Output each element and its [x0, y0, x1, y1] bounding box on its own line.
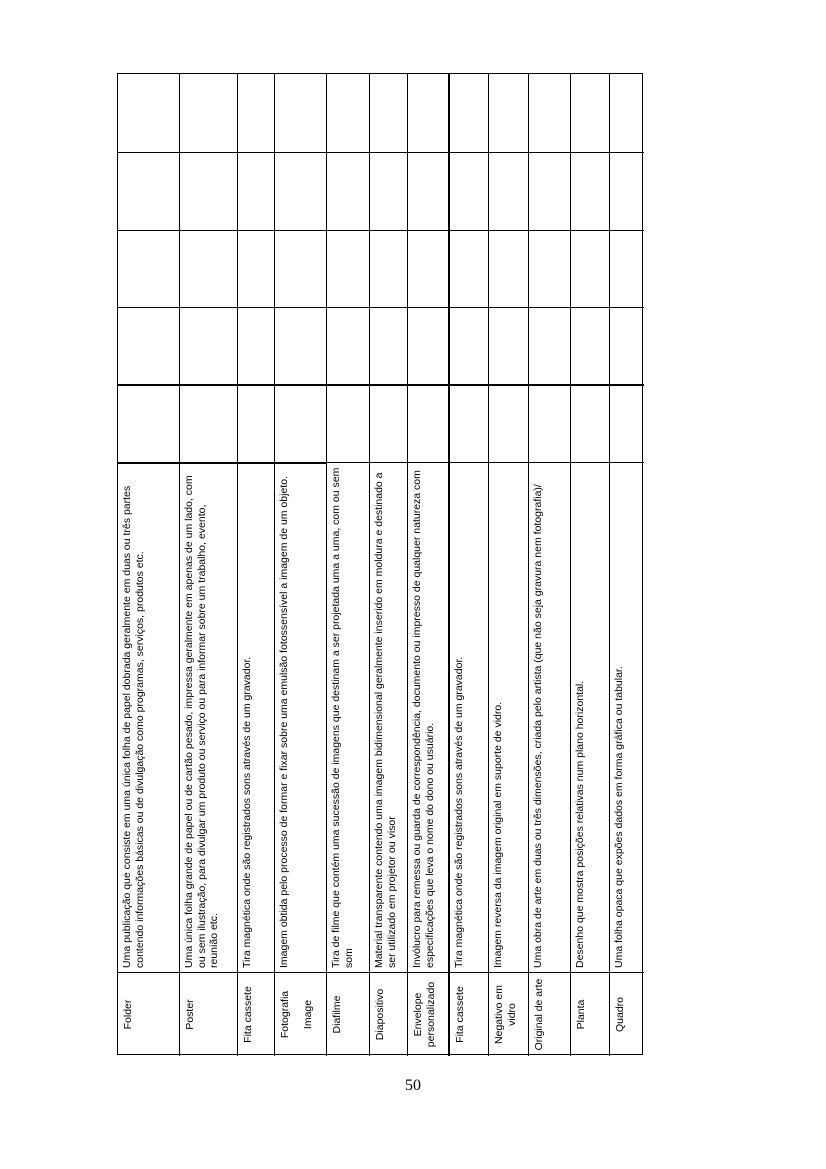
table-row — [238, 74, 275, 1056]
blank-cell — [180, 384, 237, 462]
blank-cell — [118, 230, 179, 307]
blank-cell — [450, 230, 488, 307]
table-row — [489, 74, 529, 1056]
blank-cell — [610, 74, 644, 152]
term-label: Fotografia — [279, 990, 291, 1039]
blank-cell — [118, 152, 179, 230]
rotated-table — [117, 73, 643, 1055]
term-label: Diafilme — [331, 995, 343, 1034]
blank-cell — [408, 307, 448, 384]
table-row — [180, 74, 238, 1056]
blank-cell — [529, 307, 570, 384]
description-cell: Uma publicação que consiste em uma única folha de papel dobrada geralmente em duas ou três partes contendo informações básicas ou de divulgação como programas, serviços, produtos etc. — [118, 462, 179, 972]
table-row — [118, 74, 180, 1056]
term-cell — [275, 972, 326, 1056]
table-row — [327, 74, 370, 1056]
term-sublabel: Image — [302, 999, 314, 1030]
blank-cell — [327, 307, 369, 384]
table-row — [610, 74, 644, 1056]
table-row — [275, 74, 327, 1056]
blank-cell — [610, 152, 644, 230]
blank-cell — [489, 152, 528, 230]
blank-cell — [408, 230, 448, 307]
term-label: Fita cassete — [454, 986, 466, 1043]
blank-cell — [529, 74, 570, 152]
description-cell: Invólucro para remessa ou guarda de correspondência, documento ou impresso de qualquer natureza com especificações que leva o nome do dono ou usuário. — [408, 462, 448, 972]
blank-cell — [180, 230, 237, 307]
blank-cell — [529, 384, 570, 462]
description-cell: Tira de filme que contém uma sucessão de imagens que destinam a ser projetada uma a uma, com ou sem som — [327, 462, 369, 972]
blank-cell — [275, 384, 326, 462]
blank-cell — [238, 230, 274, 307]
term-cell — [450, 972, 488, 1056]
blank-cell — [571, 230, 609, 307]
blank-cell — [489, 307, 528, 384]
blank-cell — [529, 152, 570, 230]
term-label: Negativo em vidro — [493, 985, 518, 1044]
description-cell: Material transparente contendo uma imagem bidimensional geralmente inserido em moldura e destinado a ser utilizado em projetor ou visor — [370, 462, 407, 972]
blank-cell — [275, 307, 326, 384]
blank-cell — [610, 384, 644, 462]
description-cell: Uma folha opaca que expões dados em forma gráfica ou tabular. — [610, 462, 644, 972]
term-label: Diapositivo — [374, 988, 386, 1041]
blank-cell — [489, 384, 528, 462]
table-row — [408, 74, 450, 1056]
term-cell — [327, 972, 369, 1056]
term-cell — [529, 972, 570, 1056]
term-cell — [180, 972, 237, 1056]
term-label: Quadro — [614, 996, 626, 1033]
blank-cell — [275, 74, 326, 152]
blank-cell — [118, 384, 179, 462]
term-label: Poster — [184, 999, 196, 1030]
blank-cell — [327, 230, 369, 307]
blank-cell — [408, 384, 448, 462]
term-cell — [118, 972, 179, 1056]
description-cell: Tira magnética onde são registrados sons através de um gravador. — [238, 462, 274, 972]
table-row — [450, 74, 489, 1056]
blank-cell — [450, 152, 488, 230]
description-cell: Imagem reversa da imagem original em suporte de vidro. — [489, 462, 528, 972]
term-label: Envelope personalizado — [412, 981, 437, 1048]
table-row — [529, 74, 571, 1056]
blank-cell — [238, 307, 274, 384]
blank-cell — [370, 307, 407, 384]
blank-cell — [571, 307, 609, 384]
blank-cell — [180, 307, 237, 384]
blank-cell — [529, 230, 570, 307]
blank-cell — [610, 230, 644, 307]
blank-cell — [450, 74, 488, 152]
term-label: Fita cassete — [242, 986, 254, 1043]
blank-cell — [238, 74, 274, 152]
description-cell: Tira magnética onde são registrados sons através de um gravador. — [450, 462, 488, 972]
description-cell: Desenho que mostra posições relativas num plano horizontal. — [571, 462, 609, 972]
term-label: Original de arte — [533, 978, 545, 1051]
description-cell: Imagem obtida pelo processo de formar e fixar sobre uma emulsão fotossensível a imagem de um objeto. — [275, 462, 326, 972]
term-cell — [238, 972, 274, 1056]
blank-cell — [408, 74, 448, 152]
table-row — [370, 74, 408, 1056]
term-label: Folder — [122, 999, 134, 1030]
blank-cell — [118, 307, 179, 384]
blank-cell — [180, 74, 237, 152]
blank-cell — [370, 230, 407, 307]
term-cell — [408, 972, 448, 1056]
blank-cell — [118, 74, 179, 152]
blank-cell — [327, 74, 369, 152]
term-label: Planta — [575, 999, 587, 1030]
blank-cell — [571, 384, 609, 462]
blank-cell — [275, 152, 326, 230]
term-cell — [489, 972, 528, 1056]
blank-cell — [327, 384, 369, 462]
blank-cell — [370, 152, 407, 230]
blank-cell — [275, 230, 326, 307]
blank-cell — [408, 152, 448, 230]
blank-cell — [489, 74, 528, 152]
blank-cell — [180, 152, 237, 230]
description-cell: Uma obra de arte em duas ou três dimensões, criada pelo artista (que não seja gravura nem fotografia)/ — [529, 462, 570, 972]
blank-cell — [370, 74, 407, 152]
blank-cell — [238, 384, 274, 462]
term-cell — [571, 972, 609, 1056]
blank-cell — [489, 230, 528, 307]
page-number: 50 — [405, 1077, 421, 1094]
description-cell: Uma única folha grande de papel ou de cartão pesado, impressa geralmente em apenas de um lado, com ou sem ilustração, para divulgar um produto ou serviço ou para informar sobre um trabalho, evento, reunião etc. — [180, 462, 237, 972]
blank-cell — [610, 307, 644, 384]
blank-cell — [450, 307, 488, 384]
blank-cell — [450, 384, 488, 462]
term-cell — [610, 972, 644, 1056]
blank-cell — [370, 384, 407, 462]
table-row — [571, 74, 610, 1056]
term-cell — [370, 972, 407, 1056]
blank-cell — [571, 152, 609, 230]
table-content — [118, 74, 644, 1056]
blank-cell — [238, 152, 274, 230]
blank-cell — [571, 74, 609, 152]
blank-cell — [327, 152, 369, 230]
